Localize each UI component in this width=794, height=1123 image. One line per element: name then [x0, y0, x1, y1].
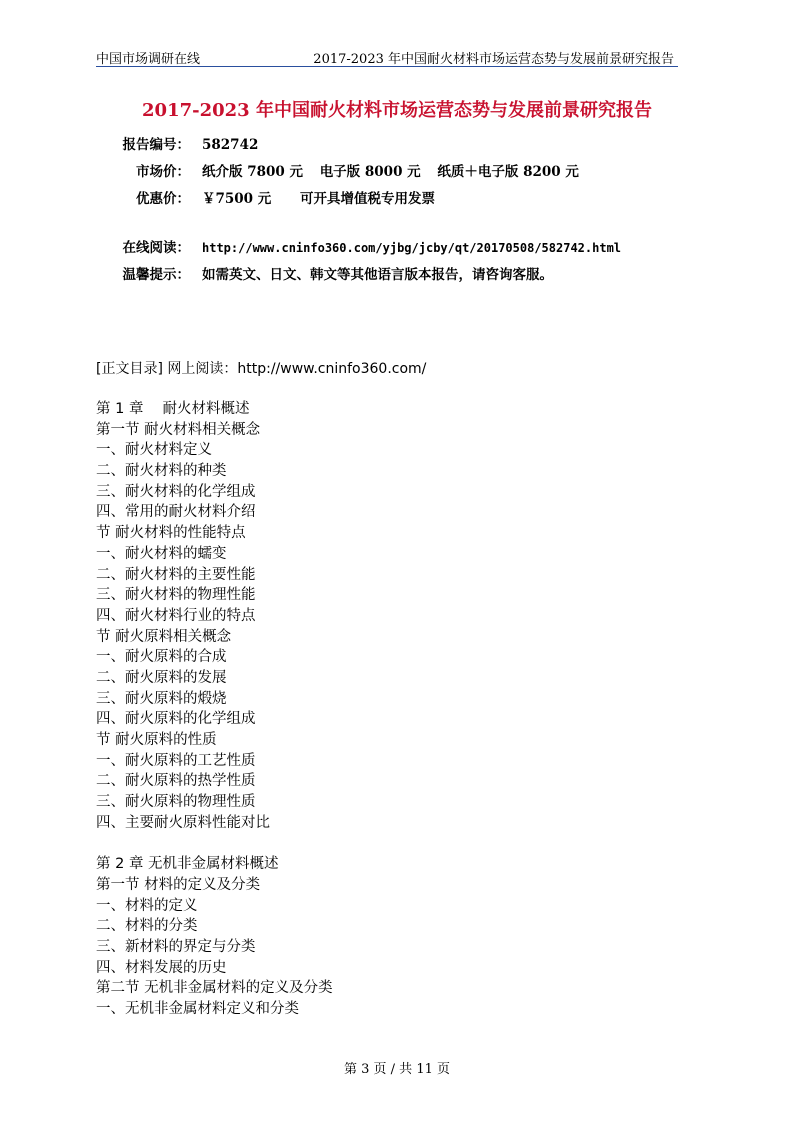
- toc-line: 四、耐火原料的化学组成: [96, 711, 256, 728]
- online-read-row: [108, 236, 621, 256]
- toc-line: 一、材料的定义: [96, 897, 198, 914]
- page-number: 第 3 页 / 共 11 页: [344, 1062, 450, 1077]
- toc-line: 第 2 章 无机非金属材料概述: [96, 856, 279, 873]
- report-title: 2017-2023 年中国耐火材料市场运营态势与发展前景研究报告: [142, 100, 652, 121]
- tip-text: 如需英文、日文、韩文等其他语言版本报告，请咨询客服。: [202, 267, 553, 283]
- toc-line: 一、耐火原料的工艺性质: [96, 752, 256, 769]
- price-paper-digital: 纸质＋电子版 8200 元: [437, 164, 579, 180]
- toc-line: 节 耐火原料相关概念: [96, 628, 232, 645]
- page-header: [96, 48, 678, 67]
- toc-line: 一、耐火材料定义: [96, 442, 212, 459]
- toc-line: 四、常用的耐火材料介绍: [96, 504, 256, 521]
- header-site-name: 中国市场调研在线: [96, 52, 201, 67]
- toc-line: 四、主要耐火原料性能对比: [96, 814, 270, 831]
- tip-label: 温馨提示：: [122, 267, 190, 283]
- toc-line: 三、耐火材料的物理性能: [96, 587, 256, 604]
- toc-line: 三、新材料的界定与分类: [96, 938, 256, 955]
- price-digital: 电子版 8000 元: [319, 164, 421, 180]
- toc-line: 二、耐火原料的热学性质: [96, 773, 256, 790]
- report-number-value: 582742: [202, 137, 259, 153]
- invoice-note: 可开具增值税专用发票: [299, 191, 435, 207]
- online-read-url[interactable]: http://www.cninfo360.com/yjbg/jcby/qt/20170508/582742.html: [202, 241, 622, 255]
- toc-line: 第 1 章 耐火材料概述: [96, 401, 250, 417]
- toc-line: 一、无机非金属材料定义和分类: [96, 1000, 299, 1017]
- toc-line: 节 耐火材料的性能特点: [96, 525, 246, 542]
- toc-line: 二、材料的分类: [96, 918, 198, 935]
- report-number-label: 报告编号：: [122, 137, 190, 153]
- toc-line: 第二节 无机非金属材料的定义及分类: [96, 980, 333, 997]
- toc-line: 一、耐火原料的合成: [96, 649, 227, 666]
- toc-line: 三、耐火原料的物理性质: [96, 794, 256, 811]
- table-of-contents: [96, 399, 696, 1020]
- market-price-label: 市场价：: [136, 164, 190, 180]
- toc-line: 三、耐火材料的化学组成: [96, 483, 256, 500]
- discount-price-label: 优惠价：: [136, 191, 190, 207]
- toc-line: 一、耐火材料的蠕变: [96, 545, 227, 562]
- toc-line: 二、耐火原料的发展: [96, 669, 227, 686]
- online-read-label: 在线阅读：: [122, 240, 190, 256]
- discount-price-value: ￥7500 元: [202, 191, 272, 207]
- toc-spacer: [96, 833, 696, 854]
- tip-row: [108, 263, 553, 283]
- discount-price-row: [108, 187, 435, 207]
- market-price-row: [108, 160, 579, 180]
- toc-line: 第一节 材料的定义及分类: [96, 876, 261, 893]
- report-number-row: [108, 133, 258, 153]
- toc-line: 二、耐火材料的主要性能: [96, 566, 256, 583]
- toc-line: 四、耐火材料行业的特点: [96, 607, 256, 624]
- header-report-title: 2017-2023 年中国耐火材料市场运营态势与发展前景研究报告: [313, 52, 674, 67]
- toc-line: 第一节 耐火材料相关概念: [96, 421, 261, 438]
- toc-intro: [正文目录] 网上阅读：http://www.cninfo360.com/: [96, 361, 427, 377]
- price-paper: 纸介版 7800 元: [202, 164, 303, 180]
- toc-line: 二、耐火材料的种类: [96, 463, 227, 480]
- toc-line: 四、材料发展的历史: [96, 959, 227, 976]
- toc-line: 节 耐火原料的性质: [96, 732, 217, 748]
- toc-line: 三、耐火原料的煅烧: [96, 690, 227, 707]
